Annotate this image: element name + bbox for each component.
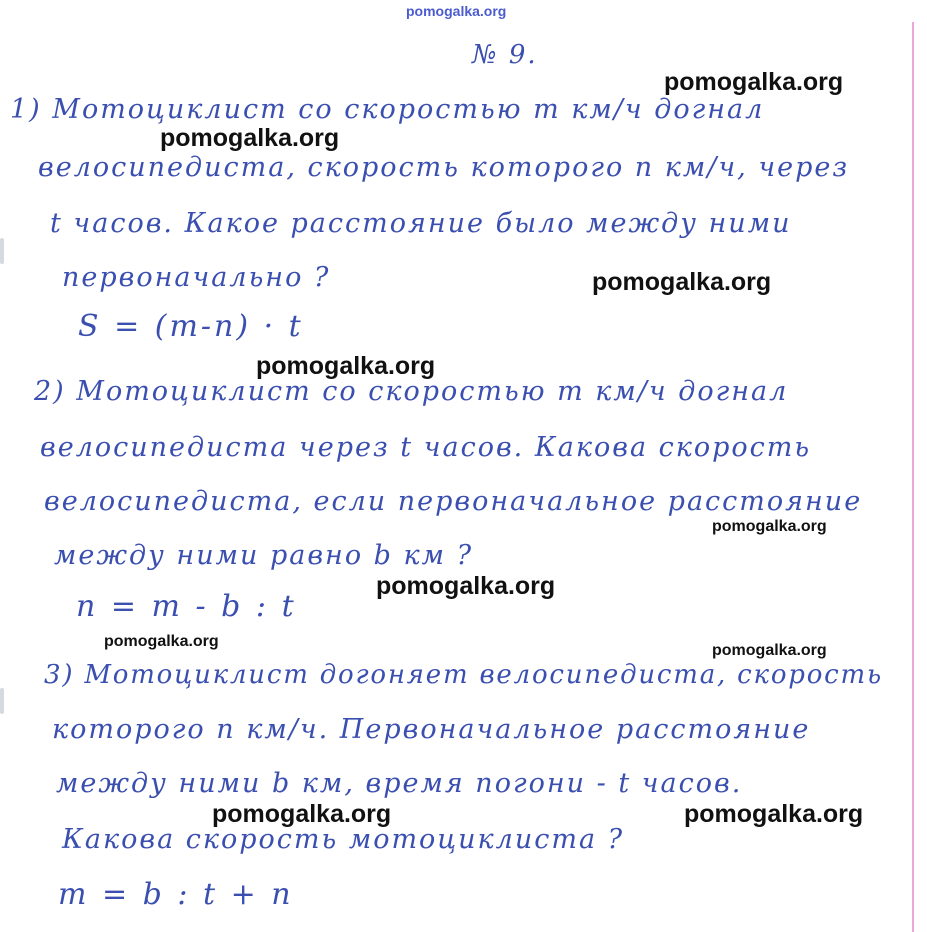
watermark: pomogalka.org bbox=[592, 268, 772, 296]
problem-3-line: 3) Мотоциклист догоняет велосипедиста, скорость bbox=[44, 660, 883, 690]
problem-2-line: между ними равно b км ? bbox=[54, 540, 474, 571]
problem-2-line: велосипедиста, если первоначальное расстояние bbox=[44, 486, 863, 517]
problem-3-line: между ними b км, время погони - t часов. bbox=[56, 768, 743, 799]
problem-2-line: 2) Мотоциклист со скоростью m км/ч догнал bbox=[34, 376, 789, 407]
watermark: pomogalka.org bbox=[256, 352, 436, 380]
problem-1-line: 1) Мотоциклист со скоростью m км/ч догнал bbox=[10, 94, 765, 125]
watermark: pomogalka.org bbox=[376, 572, 556, 600]
watermark: pomogalka.org bbox=[104, 633, 219, 650]
problem-2-line: велосипедиста через t часов. Какова скорость bbox=[40, 432, 812, 463]
problem-3-line: Какова скорость мотоциклиста ? bbox=[62, 824, 625, 855]
watermark: pomogalka.org bbox=[712, 642, 827, 659]
watermark: pomogalka.org bbox=[160, 124, 340, 152]
watermark: pomogalka.org bbox=[684, 800, 864, 828]
problem-3-line: которого n км/ч. Первоначальное расстояние bbox=[52, 714, 811, 745]
problem-1-line: t часов. Какое расстояние было между ними bbox=[50, 208, 792, 239]
problem-1-formula: S = (m-n) · t bbox=[78, 309, 304, 344]
watermark: pomogalka.org bbox=[712, 518, 827, 535]
problem-3-formula: m = b : t + n bbox=[58, 877, 294, 912]
watermark: pomogalka.org bbox=[664, 68, 844, 96]
problem-1-line: велосипедиста, скорость которого n км/ч, через bbox=[38, 152, 850, 183]
header-watermark: pomogalka.org bbox=[406, 3, 507, 19]
binding-mark bbox=[0, 238, 4, 264]
page-margin-line bbox=[912, 22, 914, 932]
problem-number: № 9. bbox=[472, 40, 538, 70]
problem-2-formula: n = m - b : t bbox=[76, 589, 297, 624]
problem-1-line: первоначально ? bbox=[62, 262, 331, 293]
binding-mark bbox=[0, 688, 4, 714]
watermark: pomogalka.org bbox=[212, 800, 392, 828]
